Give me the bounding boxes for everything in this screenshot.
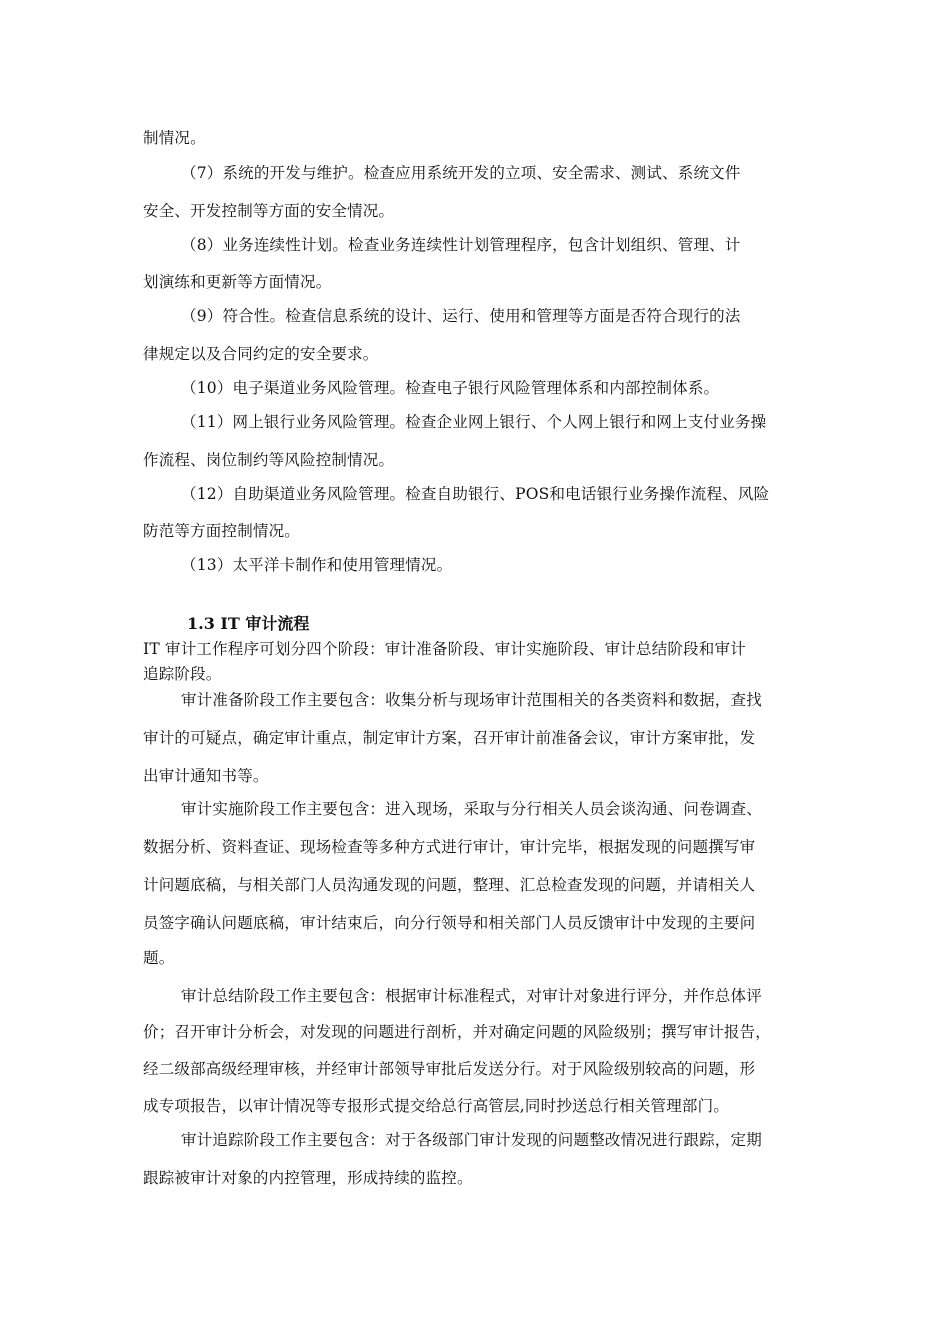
paragraph-line: 防范等方面控制情况。 <box>143 522 301 540</box>
paragraph-line: 追踪阶段。 <box>143 665 222 683</box>
paragraph-line: （11）网上银行业务风险管理。检查企业网上银行、个人网上银行和网上支付业务操 <box>181 413 767 431</box>
paragraph-line: 员签字确认问题底稿，审计结束后，向分行领导和相关部门人员反馈审计中发现的主要问 <box>143 914 756 932</box>
paragraph-line: 出审计通知书等。 <box>143 767 269 785</box>
paragraph-line: （10）电子渠道业务风险管理。检查电子银行风险管理体系和内部控制体系。 <box>181 379 720 397</box>
paragraph-line: 律规定以及合同约定的安全要求。 <box>143 345 379 363</box>
paragraph-line: 跟踪被审计对象的内控管理，形成持续的监控。 <box>143 1169 473 1187</box>
paragraph-line: 审计总结阶段工作主要包含：根据审计标准程式，对审计对象进行评分，并作总体评 <box>181 987 762 1005</box>
paragraph-line: 经二级部高级经理审核，并经审计部领导审批后发送分行。对于风险级别较高的问题，形 <box>143 1060 756 1078</box>
paragraph-line: 审计准备阶段工作主要包含：收集分析与现场审计范围相关的各类资料和数据，查找 <box>181 691 762 709</box>
paragraph-line: 作流程、岗位制约等风险控制情况。 <box>143 451 395 469</box>
paragraph-line: 安全、开发控制等方面的安全情况。 <box>143 202 395 220</box>
paragraph-line: 制情况。 <box>143 129 206 147</box>
paragraph-line: （8）业务连续性计划。检查业务连续性计划管理程序，包含计划组织、管理、计 <box>181 236 741 254</box>
paragraph-line: （12）自助渠道业务风险管理。检查自助银行、POS和电话银行业务操作流程、风险 <box>181 485 770 503</box>
paragraph-line: 成专项报告，以审计情况等专报形式提交给总行高管层,同时抄送总行相关管理部门。 <box>143 1097 730 1115</box>
paragraph-line: （9）符合性。检查信息系统的设计、运行、使用和管理等方面是否符合现行的法 <box>181 307 741 325</box>
paragraph-line: 审计实施阶段工作主要包含：进入现场，采取与分行相关人员会谈沟通、问卷调查、 <box>181 800 762 818</box>
paragraph-line: （13）太平洋卡制作和使用管理情况。 <box>181 556 453 574</box>
paragraph-line: IT 审计工作程序可划分四个阶段：审计准备阶段、审计实施阶段、审计总结阶段和审计 <box>143 640 746 658</box>
paragraph-line: 审计追踪阶段工作主要包含：对于各级部门审计发现的问题整改情况进行跟踪，定期 <box>181 1131 762 1149</box>
paragraph-line: 数据分析、资料查证、现场检查等多种方式进行审计，审计完毕，根据发现的问题撰写审 <box>143 838 756 856</box>
paragraph-line: 价；召开审计分析会，对发现的问题进行剖析，并对确定问题的风险级别；撰写审计报告， <box>143 1023 772 1041</box>
section-heading: 1.3 IT 审计流程 <box>187 614 310 633</box>
paragraph-line: （7）系统的开发与维护。检查应用系统开发的立项、安全需求、测试、系统文件 <box>181 164 741 182</box>
paragraph-line: 审计的可疑点，确定审计重点，制定审计方案，召开审计前准备会议，审计方案审批，发 <box>143 729 756 747</box>
paragraph-line: 题。 <box>143 949 175 967</box>
paragraph-line: 划演练和更新等方面情况。 <box>143 273 332 291</box>
paragraph-line: 计问题底稿，与相关部门人员沟通发现的问题，整理、汇总检查发现的问题，并请相关人 <box>143 876 756 894</box>
